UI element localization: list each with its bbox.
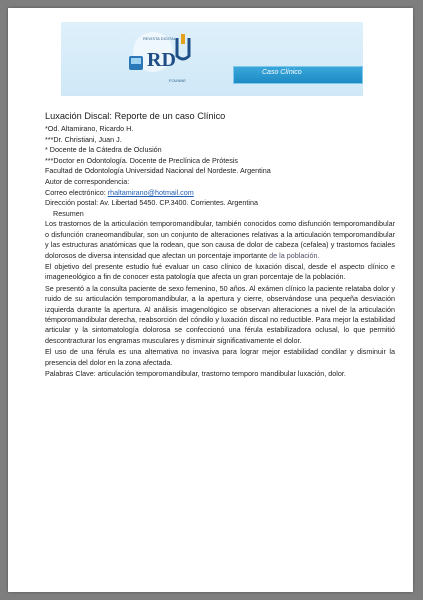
paragraph-1-tail: de la población. — [269, 250, 320, 260]
abstract-paragraph-1 — [45, 219, 395, 261]
email-link[interactable]: rhaltamirano@hotmail.com — [107, 187, 194, 197]
email-line — [45, 188, 395, 199]
author-1: *Od. Altamirano, Ricardo H. — [45, 124, 134, 133]
section-label: Caso Clínico — [262, 69, 302, 76]
article-title: Luxación Discal: Reporte de un caso Clínico — [45, 111, 226, 121]
article-body — [45, 111, 395, 380]
journal-small-text: REVISTA DIGITAL — [143, 36, 176, 41]
journal-logo — [111, 26, 201, 92]
logo-letters: RD — [147, 49, 176, 71]
section-strip — [233, 66, 363, 84]
affiliation-1: * Docente de la Cátedra de Oclusión — [45, 145, 162, 155]
correspondence-label: Autor de correspondencia: — [45, 176, 130, 186]
author-2: ***Dr. Christiani, Juan J. — [45, 134, 122, 144]
abstract-paragraph-4: El uso de una férula es una alternativa no invasiva para lograr mejor estabilidad condilar y disminuir la presencia del dolor en la zona afectada. — [45, 347, 395, 367]
email-label: Correo electrónico: — [45, 187, 108, 197]
abstract-paragraph-3: Se presentó a la consulta paciente de sexo femenino, 50 años. Al exámen clínico la paciente relataba dolor y ruido de su articulación temporomandibular, a la apertura y cierre, observándose una pequeña desviación izquierda durante la apertura. Al análisis imagenológico se observan alteraciones a nivel de la articulación témporomandibular derecha, reabsorción del cóndilo y luxación discal no reductible. Para mejor la estabilidad articular y la sintomatología dolorosa se confeccionó una férula estabilizadora oclusal, lo que permitió descontracturar los engramas musculares y disminuir significativamente el dolor. — [45, 283, 395, 345]
paragraph-1-main: Los trastornos de la articulación temporomandibular, también conocidos como disfunción temporomandibular o disfunción craneomandibular, son un conjunto de alteraciones relativas a la articulación temporomandibular y las estructuras anatómicas que la rodean, que son causa de dolor de cabeza (cefalea) y trastornos faciales dolorosos de diversa intensidad que afectan un porcentaje importante — [45, 219, 395, 260]
affiliation-2: ***Doctor en Odontología. Docente de Preclínica de Prótesis — [45, 155, 238, 165]
keywords-paragraph: Palabras Clave: articulación temporomandibular, trastorno temporo mandibular luxación, dolor. — [45, 369, 346, 379]
postal-address: Dirección postal: Av. Libertad 5450. CP.3400. Corrientes. Argentina — [45, 198, 258, 208]
abstract-paragraph-2: El objetivo del presente estudio fué evaluar un caso clínico de luxación discal, desde el aspecto clínico e imageneológico a fin de conocer esta patología que afecta un gran porcentaje de la población. — [45, 261, 395, 282]
logo-side-text: FOUNNE — [169, 78, 186, 83]
document-page — [8, 8, 413, 592]
resumen-heading: Resumen — [53, 208, 84, 218]
affiliation-3: Facultad de Odontología Universidad Nacional del Nordeste. Argentina — [45, 166, 271, 176]
journal-banner — [61, 22, 363, 96]
